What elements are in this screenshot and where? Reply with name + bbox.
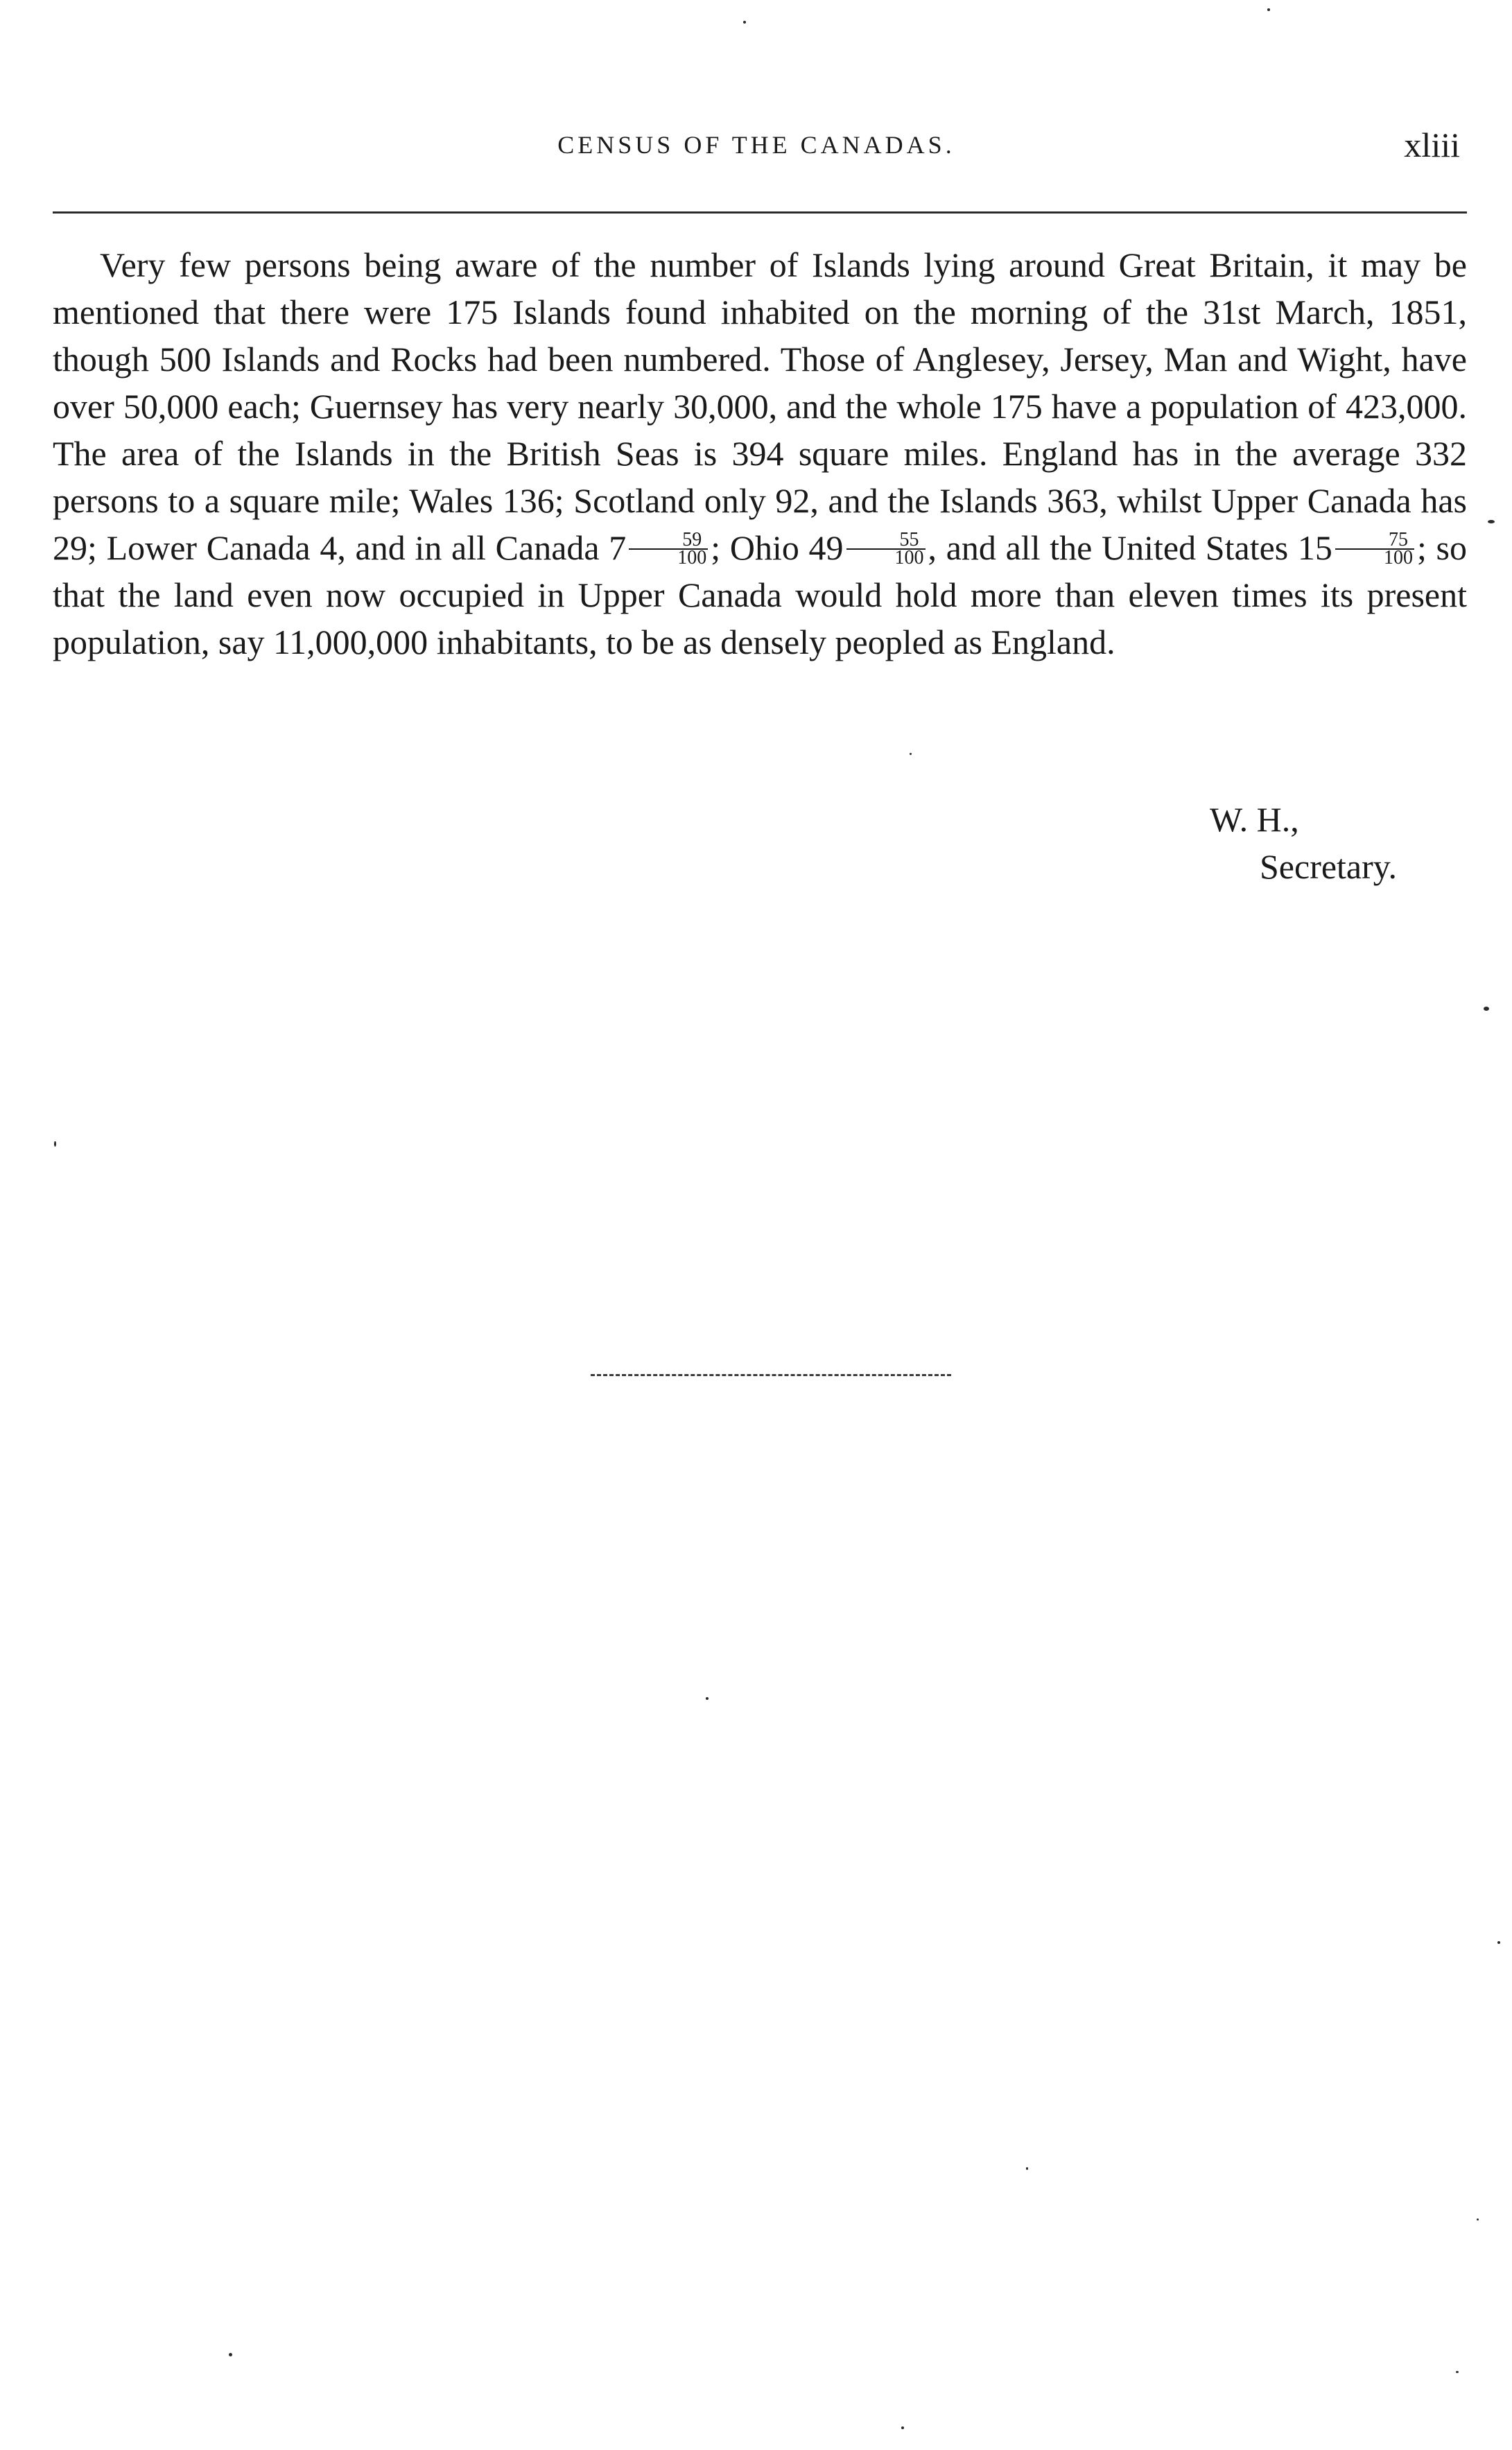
page-number: xliii — [1404, 125, 1460, 164]
body-text-segment: ; Ohio 49 — [711, 528, 844, 567]
header-rule — [53, 211, 1467, 214]
scan-speck — [1267, 8, 1270, 11]
fraction-numerator: 55 — [846, 532, 926, 550]
body-paragraph — [53, 241, 1467, 666]
fraction-75-100 — [1335, 528, 1414, 568]
scan-speck — [901, 2426, 904, 2429]
scan-speck — [229, 2353, 232, 2356]
fraction-numerator: 75 — [1335, 532, 1414, 550]
fraction-denominator: 100 — [1383, 546, 1413, 568]
body-text-segment: Very few persons being aware of the number of Islands lying around Great Britain, it may be mentioned that there were 175 Islands found inhabited on the morning of the 31st March, 1851, though 500 Islands and Rocks had been numbered. Those of Anglesey, Jersey, Man and Wight, have over 50,000 each; Guernsey has very nearly 30,000, and the whole 175 have a population of 423,000. The area of the Islands in the British Seas is 394 square miles. England has in the average 332 persons to a square mile; Wales 136; Scotland only 92, and the Islands 363, whilst Upper Canada has 29; Lower Canada 4, and in all Canada 7 — [53, 245, 1467, 567]
fraction-denominator: 100 — [677, 546, 707, 568]
running-head — [53, 125, 1460, 179]
running-title: CENSUS OF THE CANADAS. — [557, 131, 955, 159]
signature-title: Secretary. — [1260, 847, 1398, 886]
scan-speck — [1026, 2167, 1028, 2170]
scan-speck — [1477, 2218, 1479, 2221]
body-text-segment: ; so that the land even now occupied in Upper Canada would hold more than eleven times its present population, say 11,000,000 inhabitants, to be as densely peopled as England. — [53, 528, 1467, 661]
scan-speck — [1497, 1941, 1500, 1944]
scan-speck — [1488, 520, 1495, 523]
signature-initials: W. H., — [1210, 800, 1299, 839]
fraction-numerator: 59 — [629, 532, 708, 550]
end-rule — [591, 1374, 951, 1376]
scan-speck — [706, 1697, 709, 1700]
scan-speck — [54, 1141, 56, 1147]
scan-speck — [1484, 1007, 1489, 1011]
signature-block — [1210, 796, 1397, 890]
scan-speck — [743, 21, 746, 24]
scan-speck — [1456, 2371, 1459, 2373]
fraction-55-100 — [846, 528, 926, 568]
body-text-segment: , and all the United States 15 — [928, 528, 1332, 567]
fraction-59-100 — [629, 528, 708, 568]
fraction-denominator: 100 — [894, 546, 924, 568]
scan-speck — [910, 753, 912, 755]
